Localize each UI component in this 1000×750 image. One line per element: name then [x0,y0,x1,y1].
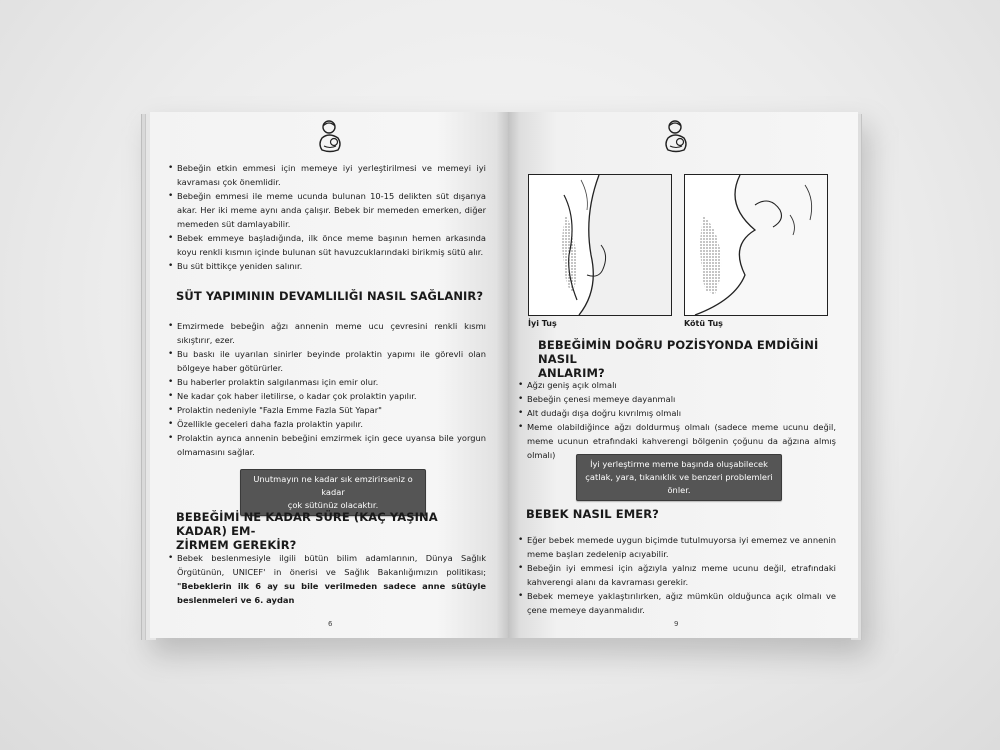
good-latch-illustration [528,174,672,316]
caption-good-latch: İyi Tuş [528,319,557,328]
list-item: • Eğer bebek memede uygun biçimde tutulmuyorsa iyi ememez ve annenin meme başları zedelenip acıyabilir. [518,533,836,561]
tip-note-box [576,454,782,501]
section-heading-how-baby-sucks: BEBEK NASIL EMER? [526,507,659,521]
list-item: • Meme olabildiğince ağzı doldurmuş olmalı (sadece meme ucunu değil, meme ucunun etrafındaki kahverengi bölgenin çoğunu da ağzına almış olmalı) [518,420,836,462]
list-item: • Bebeğin çenesi memeye dayanmalı [518,392,836,406]
left-page [150,112,508,638]
reminder-note-box [240,469,426,516]
list-item: • Prolaktin ayrıca annenin bebeğini emzirmek için gece uyansa bile yorgun olmamasını sağlar. [168,431,486,459]
note-line: İyi yerleştirme meme başında oluşabilecek [590,459,768,469]
list-item: • Bu baskı ile uyarılan sinirler beyinde prolaktin yapımı ile görevli olan bölgeye haber götürürler. [168,347,486,375]
list-item: • Bebek emmeye başladığında, ilk önce meme başının hemen arkasında koyu renkli kısmın içinde bulunan süt havuzcuklarındaki birikmiş sütü alır. [168,231,486,259]
list-item: • Ağzı geniş açık olmalı [518,378,836,392]
milk-bullet-list [168,319,486,459]
mother-baby-logo-icon [662,118,692,154]
intro-bullet-list [168,161,486,273]
bad-latch-illustration [684,174,828,316]
list-item-emphasis: "Bebeklerin ilk 6 ay su bile verilmeden sadece anne sütüyle beslenmeleri ve 6. aydan [177,581,486,605]
duration-bullet-list [168,551,486,607]
section-heading-position [538,338,838,380]
caption-bad-latch: Kötü Tuş [684,319,723,328]
note-line: Unutmayın ne kadar sık emzirirseniz o kadar [253,474,413,497]
list-item: • Bu süt bittikçe yeniden salınır. [168,259,486,273]
list-item: • Prolaktin nedeniyle "Fazla Emme Fazla Süt Yapar" [168,403,486,417]
heading-line: ANLARIM? [538,366,605,380]
list-item: • Bebeğin etkin emmesi için memeye iyi yerleştirilmesi ve memeyi iyi kavraması çok önemlidir. [168,161,486,189]
list-item: • Alt dudağı dışa doğru kıvrılmış olmalı [518,406,836,420]
book-spine [496,112,520,638]
list-item: • Özellikle geceleri daha fazla prolaktin yapılır. [168,417,486,431]
page-number-left: 6 [328,620,333,628]
right-page [508,112,858,638]
suck-bullet-list [518,533,836,617]
page-number-right: 9 [674,620,679,628]
list-item: • Ne kadar çok haber iletilirse, o kadar çok prolaktin yapılır. [168,389,486,403]
list-item-text: Bebek beslenmesiyle ilgili bütün bilim adamlarının, Dünya Sağlık Örgütünün, UNICEF' in önerisi ve Sağlık Bakanlığımızın politikası; [177,553,486,577]
list-item: • Bu haberler prolaktin salgılanması için emir olur. [168,375,486,389]
list-item [168,551,486,607]
position-bullet-list [518,378,836,462]
section-heading-duration [176,510,488,552]
list-item: • Emzirmede bebeğin ağzı annenin meme ucu çevresini renkli kısmı sıkıştırır, ezer. [168,319,486,347]
note-line: çok sütünüz olacaktır. [287,500,379,510]
heading-line: BEBEĞİMİN DOĞRU POZİSYONDA EMDİĞİNİ NASIL [538,338,819,366]
heading-line: BEBEĞİMİ NE KADAR SÜRE (KAÇ YAŞINA KADAR) EM- [176,510,438,538]
heading-line: ZİRMEM GEREKİR? [176,538,297,552]
list-item: • Bebeğin emmesi ile meme ucunda bulunan 10-15 delikten süt dışarıya akar. Her iki meme aynı anda çalışır. Bebek bir memeden emerken, diğer memeden süt damlayabilir. [168,189,486,231]
list-item: • Bebek memeye yaklaştırılırken, ağız mümkün olduğunca açık olmalı ve çene memeye dayanmalıdır. [518,589,836,617]
list-item: • Bebeğin iyi emmesi için ağzıyla yalnız meme ucunu değil, etrafındaki kahverengi alanı da kavraması gerekir. [518,561,836,589]
note-line: çatlak, yara, tıkanıklık ve benzeri problemleri önler. [585,472,773,495]
mother-baby-logo-icon [316,118,346,154]
section-heading-milk-production: SÜT YAPIMININ DEVAMLILIĞI NASIL SAĞLANIR? [176,289,484,303]
